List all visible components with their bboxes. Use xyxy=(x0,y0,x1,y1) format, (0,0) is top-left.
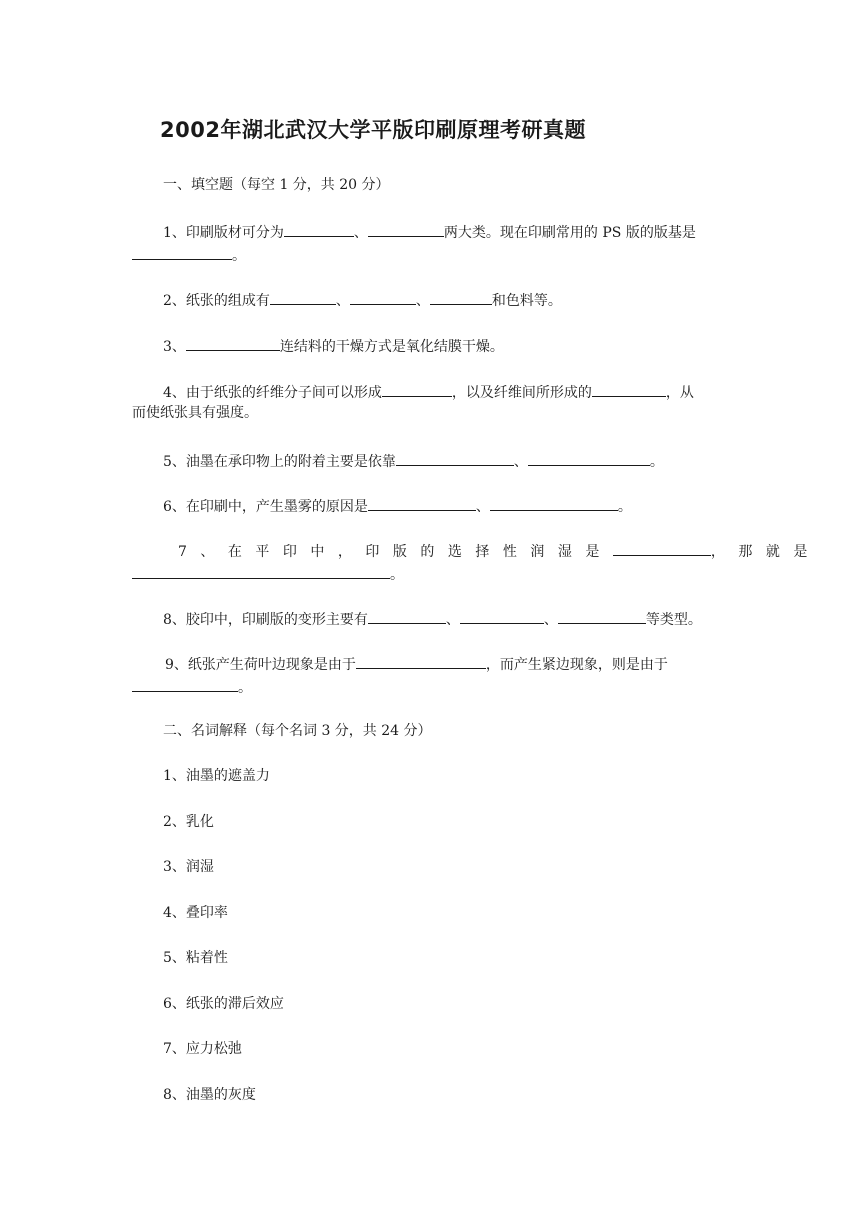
answer-blank xyxy=(350,290,416,305)
answer-blank xyxy=(186,336,280,351)
question-7-line-2: 。 xyxy=(132,564,404,584)
answer-blank xyxy=(460,609,544,624)
answer-blank xyxy=(270,290,336,305)
answer-blank xyxy=(368,609,446,624)
question-9-line-1: 9、纸张产生荷叶边现象是由于 ，而产生紧边现象，则是由于 xyxy=(165,654,668,674)
section-1-heading: 一、填空题（每空 1 分，共 20 分） xyxy=(163,177,390,193)
term-item: 7、应力松弛 xyxy=(163,1041,242,1057)
term-item: 1、油墨的遮盖力 xyxy=(163,768,270,784)
answer-blank xyxy=(382,382,452,397)
question-4-line-2: 而使纸张具有强度。 xyxy=(132,405,258,421)
question-4-line-1: 4、由于纸张的纤维分子间可以形成 ，以及纤维间所形成的 ，从 xyxy=(163,382,694,402)
answer-blank xyxy=(558,609,646,624)
question-1-line-2: 。 xyxy=(132,245,246,265)
answer-blank xyxy=(490,496,618,511)
document-title: 2002年湖北武汉大学平版印刷原理考研真题 xyxy=(160,118,586,142)
term-item: 3、润湿 xyxy=(163,859,214,875)
term-item: 8、油墨的灰度 xyxy=(163,1087,256,1103)
question-9-line-2: 。 xyxy=(132,677,252,697)
question-6: 6、在印刷中，产生墨雾的原因是 、 。 xyxy=(163,496,632,516)
section-2-heading: 二、名词解释（每个名词 3 分，共 24 分） xyxy=(163,723,432,739)
term-item: 2、乳化 xyxy=(163,814,214,830)
answer-blank xyxy=(368,496,476,511)
answer-blank xyxy=(592,382,666,397)
answer-blank xyxy=(430,290,492,305)
answer-blank xyxy=(368,222,444,237)
answer-blank xyxy=(396,451,514,466)
question-7-line-1: 7、在平印中，印版的选择性润湿是 ，那就是 xyxy=(178,541,821,561)
answer-blank xyxy=(132,564,390,579)
question-8: 8、胶印中，印刷版的变形主要有 、 、 等类型。 xyxy=(163,609,702,629)
question-1-line-1: 1、印刷版材可分为 、 两大类。现在印刷常用的 PS 版的版基是 xyxy=(163,222,696,242)
question-2: 2、纸张的组成有 、 、 和色料等。 xyxy=(163,290,562,310)
question-5: 5、油墨在承印物上的附着主要是依靠 、 。 xyxy=(163,451,664,471)
question-3: 3、 连结料的干燥方式是氧化结膜干燥。 xyxy=(163,336,504,356)
term-item: 6、纸张的滞后效应 xyxy=(163,996,284,1012)
answer-blank xyxy=(528,451,650,466)
answer-blank xyxy=(132,245,232,260)
answer-blank xyxy=(132,677,238,692)
answer-blank xyxy=(284,222,354,237)
term-item: 4、叠印率 xyxy=(163,905,228,921)
answer-blank xyxy=(356,654,486,669)
term-item: 5、粘着性 xyxy=(163,950,228,966)
answer-blank xyxy=(613,541,711,556)
